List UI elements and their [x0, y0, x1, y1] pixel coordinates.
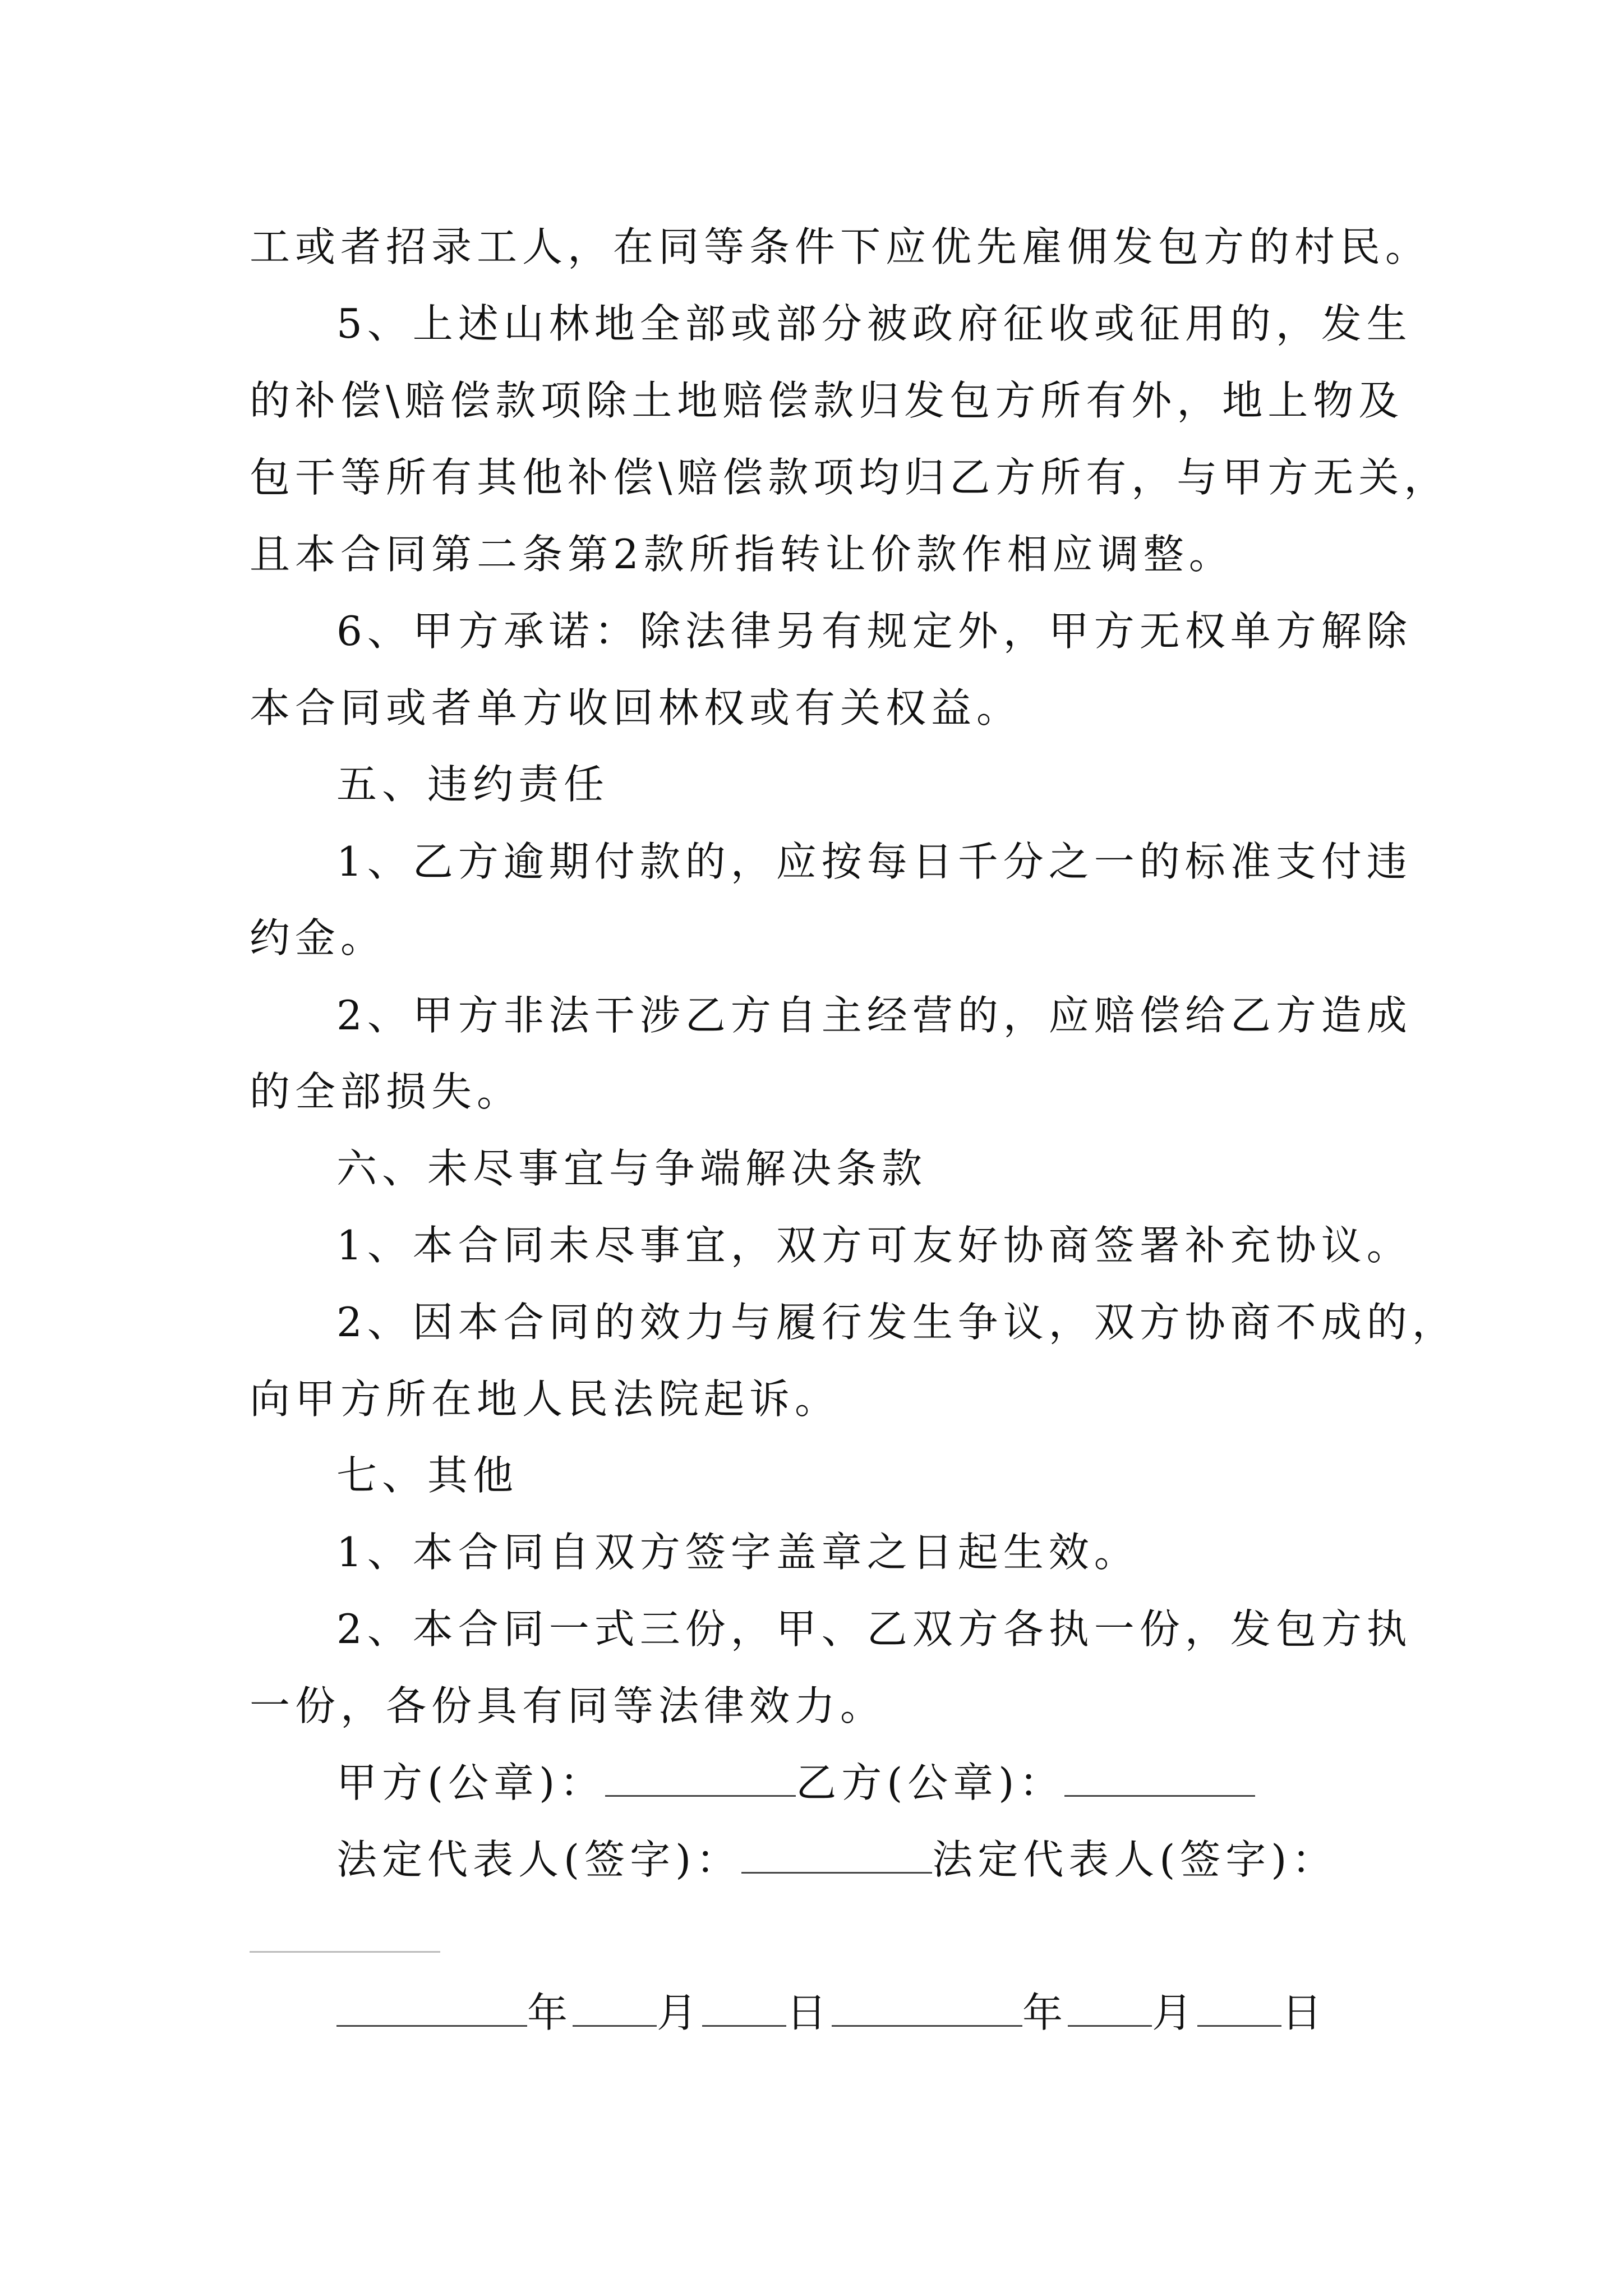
party-a-rep-label: 法定代表人(签字)： [336, 1836, 742, 1883]
day-label: 日 [1281, 1989, 1327, 2036]
paragraph-line: 1、本合同自双方签字盖章之日起生效。 [336, 1529, 1140, 1576]
signature-rep-row [336, 1837, 1337, 1882]
paragraph-line: 工或者招录工人，在同等条件下应优先雇佣发包方的村民。 [250, 223, 1431, 270]
day-label: 日 [786, 1989, 832, 2036]
paragraph-line: 包干等所有其他补偿\赔偿款项均归乙方所有，与甲方无关， [250, 454, 1450, 501]
paragraph-line: 的补偿\赔偿款项除土地赔偿款归发包方所有外，地上物及 [250, 377, 1404, 424]
paragraph-line: 的全部损失。 [250, 1068, 523, 1115]
party-a-month-blank[interactable] [573, 1991, 657, 2027]
paragraph-line: 2、甲方非法干涉乙方自主经营的，应赔偿给乙方造成 [336, 992, 1412, 1039]
party-b-year-blank[interactable] [832, 1991, 1022, 2027]
date-row [336, 1990, 1327, 2035]
section-heading: 七、其他 [336, 1452, 519, 1499]
party-a-seal-blank[interactable] [605, 1761, 796, 1797]
paragraph-line: 且本合同第二条第2款所指转让价款作相应调整。 [250, 531, 1234, 578]
party-b-day-blank[interactable] [1197, 1991, 1281, 2027]
paragraph-line: 约金。 [250, 914, 386, 961]
party-b-month-blank[interactable] [1068, 1991, 1152, 2027]
paragraph-line: 1、乙方逾期付款的，应按每日千分之一的标准支付违 [336, 838, 1412, 885]
year-label: 年 [1022, 1989, 1068, 2036]
party-b-seal-blank[interactable] [1064, 1761, 1255, 1797]
party-a-seal-label: 甲方(公章)： [336, 1759, 606, 1806]
party-a-year-blank[interactable] [336, 1991, 527, 2027]
paragraph-line: 向甲方所在地人民法院起诉。 [250, 1375, 841, 1423]
section-heading: 五、违约责任 [336, 761, 610, 808]
month-label: 月 [657, 1989, 703, 2036]
signature-seal-row [336, 1760, 1255, 1805]
paragraph-line: 本合同或者单方收回林权或有关权益。 [250, 684, 1022, 731]
party-a-rep-blank[interactable] [741, 1838, 932, 1874]
paragraph-line: 2、因本合同的效力与履行发生争议，双方协商不成的， [336, 1299, 1458, 1346]
paragraph-line: 2、本合同一式三份，甲、乙双方各执一份，发包方执 [336, 1605, 1412, 1653]
party-b-rep-blank[interactable] [250, 1951, 440, 1953]
section-heading: 六、未尽事宜与争端解决条款 [336, 1145, 928, 1192]
paragraph-line: 5、上述山林地全部或部分被政府征收或征用的，发生 [336, 300, 1412, 347]
party-b-rep-label: 法定代表人(签字)： [932, 1836, 1338, 1883]
paragraph-line: 一份，各份具有同等法律效力。 [250, 1682, 886, 1729]
paragraph-line: 1、本合同未尽事宜，双方可友好协商签署补充协议。 [336, 1222, 1412, 1269]
party-b-seal-label: 乙方(公章)： [796, 1759, 1065, 1806]
paragraph-line: 6、甲方承诺：除法律另有规定外，甲方无权单方解除 [336, 608, 1412, 655]
month-label: 月 [1152, 1989, 1198, 2036]
party-a-day-blank[interactable] [702, 1991, 786, 2027]
year-label: 年 [527, 1989, 573, 2036]
